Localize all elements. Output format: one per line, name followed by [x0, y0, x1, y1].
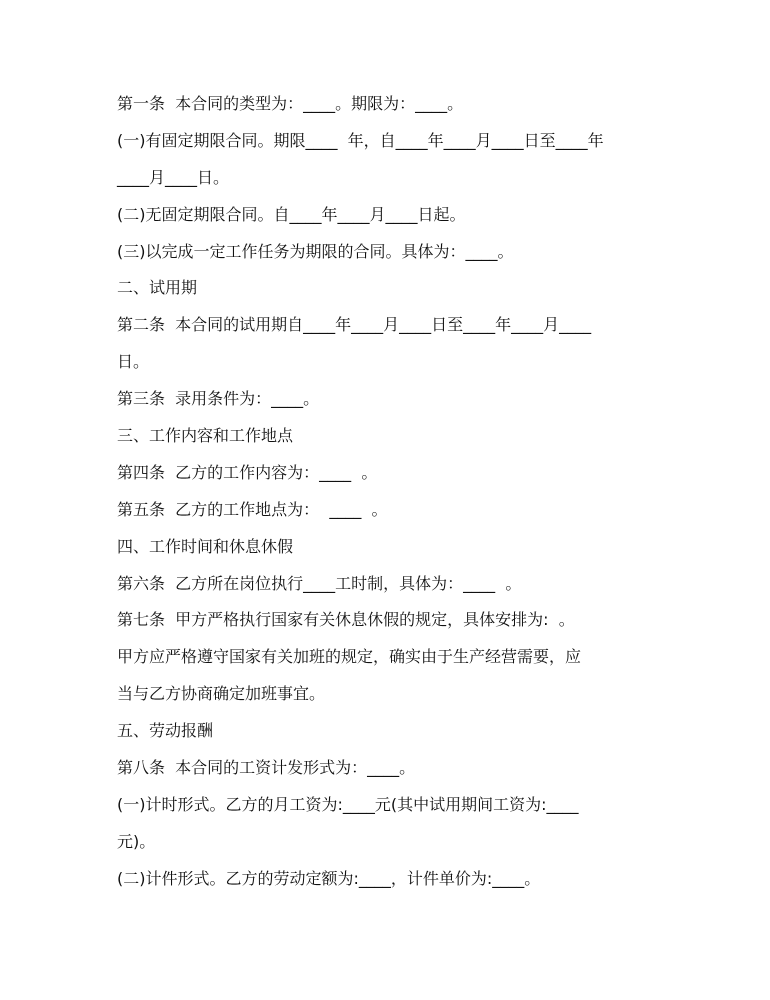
- contract-text: [117, 86, 657, 898]
- piece-rate-wage-line: (二)计件形式。乙方的劳动定额为:____，计件单价为:____。: [117, 868, 541, 888]
- article-2-continued: 日。: [117, 352, 150, 372]
- article-5-work-location: 第五条 乙方的工作地点为： ____ 。: [117, 499, 388, 519]
- article-3-hiring-conditions: 第三条 录用条件为：____。: [117, 389, 320, 409]
- section-heading-probation: 二、试用期: [117, 278, 198, 298]
- section-heading-job-content: 三、工作内容和工作地点: [117, 426, 294, 446]
- fixed-term-contract-line: (一)有固定期限合同。期限____ 年，自____年____月____日至____年: [117, 130, 604, 150]
- time-based-wage-continued: 元)。: [117, 831, 156, 851]
- article-1-contract-type: 第一条 本合同的类型为：____。期限为：____。: [117, 94, 464, 113]
- fixed-term-contract-continued: ____月____日。: [117, 167, 230, 187]
- article-6-working-hours: 第六条 乙方所在岗位执行____工时制，具体为：____ 。: [117, 573, 522, 593]
- article-4-job-content: 第四条 乙方的工作内容为：____ 。: [117, 462, 378, 482]
- article-7-rest-leave: 第七条 甲方严格执行国家有关休息休假的规定，具体安排为: 。: [117, 610, 575, 630]
- article-8-wage-form: 第八条 本合同的工资计发形式为：____。: [117, 758, 416, 778]
- overtime-paragraph-line-2: 当与乙方协商确定加班事宜。: [117, 684, 326, 704]
- article-2-probation-period: 第二条 本合同的试用期自____年____月____日至____年____月____: [117, 315, 592, 335]
- time-based-wage-line: (一)计时形式。乙方的月工资为:____元(其中试用期间工资为:____: [117, 794, 579, 814]
- task-based-contract-line: (三)以完成一定工作任务为期限的合同。具体为：____。: [117, 241, 514, 261]
- section-heading-work-hours: 四、工作时间和休息休假: [117, 536, 294, 556]
- section-heading-remuneration: 五、劳动报酬: [117, 721, 214, 741]
- open-ended-contract-line: (二)无固定期限合同。自____年____月____日起。: [117, 204, 466, 224]
- overtime-paragraph-line-1: 甲方应严格遵守国家有关加班的规定，确实由于生产经营需要，应: [117, 647, 582, 667]
